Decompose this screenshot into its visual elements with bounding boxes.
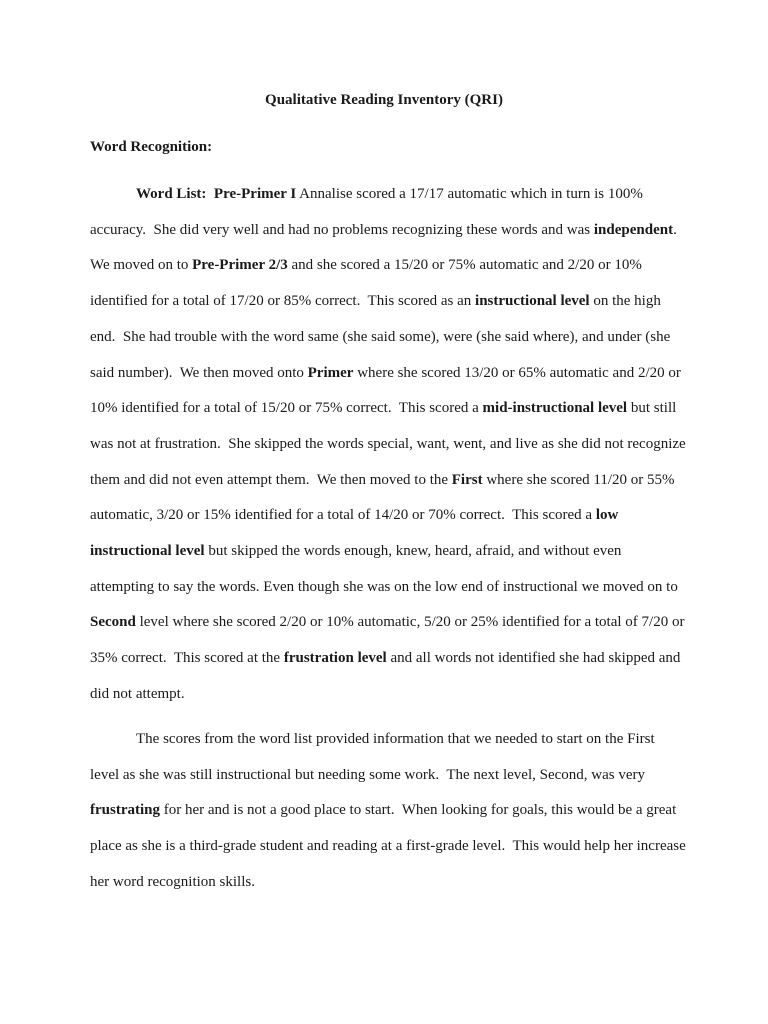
section-heading: Word Recognition: (90, 139, 213, 155)
text-run: but still was not at frustration. She skipped the words special, want, went, and live as she did not recognize them and did not even attempt them. We then moved to the (90, 400, 690, 488)
text-run: . We moved on to (90, 221, 685, 274)
bold-text-run: mid-instructional level (482, 400, 628, 417)
paragraph-word-list (90, 177, 690, 713)
text-run: The scores from the word list provided information that we needed to start on the First level as she was still instructional but needing some work. The next level, Second, was very (90, 731, 659, 783)
text-run: Annalise scored a 17/17 automatic which in turn is 100% accuracy. She did very well and had no problems recognizing these words and was (90, 186, 647, 238)
text-run: level where she scored 2/20 or 10% automatic, 5/20 or 25% identified for a total of 7/20 or 35% correct. This scored at the (90, 614, 689, 667)
text-run: where she scored 13/20 or 65% automatic and 2/20 or 10% identified for a total of 15/20 or 75% correct. This scored a (90, 364, 685, 417)
text-run: where she scored 11/20 or 55% automatic, 3/20 or 15% identified for a total of 14/20 or 70% correct. This scored a (90, 471, 679, 524)
text-run: on the high end. She had trouble with the word same (she said some), were (she said where), and under (she said number). We then moved onto (90, 293, 674, 381)
bold-text-run: Pre-Primer 2/3 (192, 257, 288, 274)
text-run: and she scored a 15/20 or 75% automatic and 2/20 or 10% identified for a total of 17/20 or 85% correct. This scored as an (90, 257, 646, 310)
text-run: but skipped the words enough, knew, heard, afraid, and without even attempting to say the words. Even though she was on the low end of instructional we moved on to (90, 543, 682, 595)
bold-text-run: Second (90, 614, 136, 631)
bold-text-run: Primer (307, 364, 354, 381)
bold-text-run: Word List: Pre-Primer I (136, 186, 297, 202)
document-title: Qualitative Reading Inventory (QRI) (265, 92, 503, 108)
bold-text-run: frustrating (90, 802, 160, 819)
bold-text-run: low instructional level (90, 507, 623, 560)
text-run: and all words not identified she had skipped and did not attempt. (90, 650, 685, 702)
text-run: for her and is not a good place to start. When looking for goals, this would be a great place as she is a third-grade student and reading at a first-grade level. This would help her increase her word recognition skills. (90, 802, 690, 890)
bold-text-run: frustration level (283, 650, 387, 667)
paragraph-scores-summary (90, 722, 690, 901)
bold-text-run: instructional level (475, 293, 590, 310)
bold-text-run: First (451, 471, 483, 488)
bold-text-run: independent (593, 221, 674, 238)
